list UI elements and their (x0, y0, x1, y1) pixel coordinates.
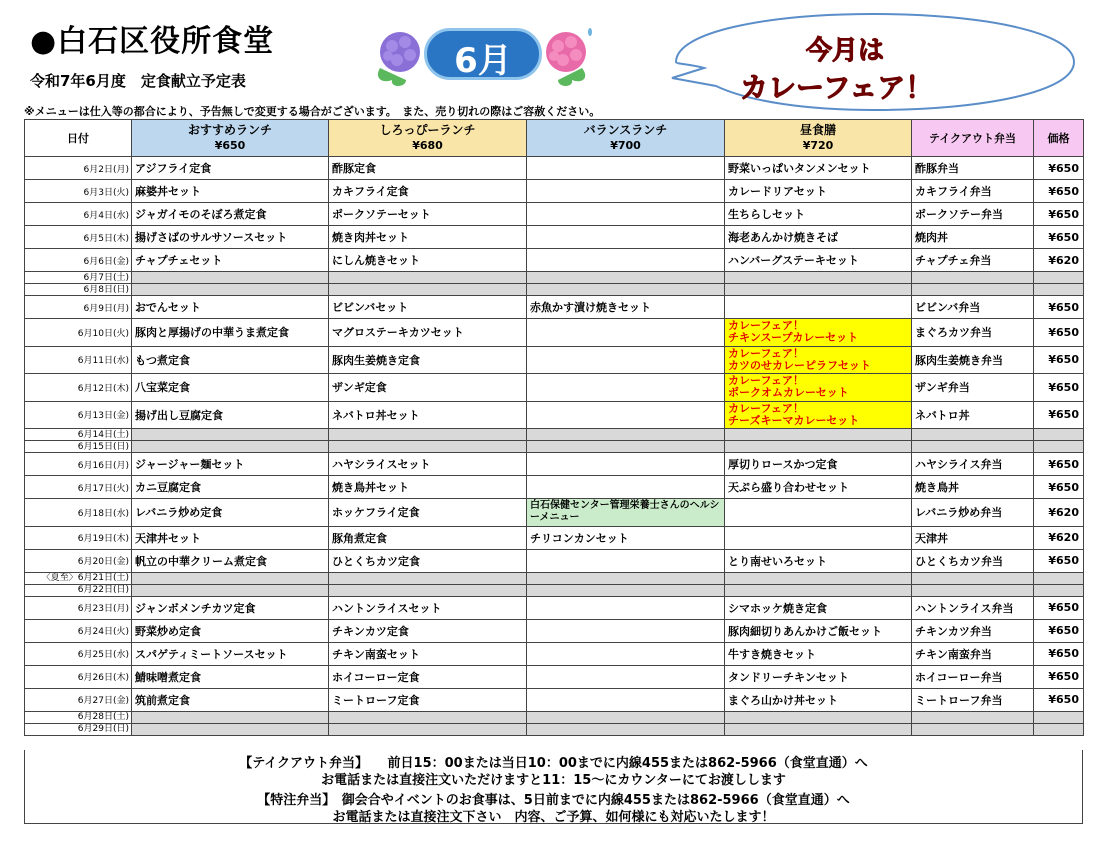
holiday-row (25, 429, 1084, 441)
empty-cell (912, 723, 1034, 735)
osusume-cell: カニ豆腐定食 (132, 476, 329, 499)
date-cell: 6月26日(木) (25, 665, 132, 688)
balance-cell (527, 688, 725, 711)
footer-special-line2: お電話または直接注文下さい 内容、ご予算、如何様にも対応いたします！ (332, 810, 775, 825)
hydrangea-icon (372, 22, 428, 88)
date-cell: 6月15日(日) (25, 441, 132, 453)
price-cell: ¥650 (1034, 319, 1084, 347)
price-cell: ¥650 (1034, 453, 1084, 476)
takeout-cell: カキフライ弁当 (912, 180, 1034, 203)
month-pill (424, 28, 542, 80)
shiroppi-cell: ハントンライスセット (329, 596, 527, 619)
date-cell: 6月7日(土) (25, 272, 132, 284)
month-label: 6月 (454, 41, 512, 81)
table-row (25, 203, 1084, 226)
hiruzen-cell: 豚肉細切りあんかけご飯セット (725, 619, 912, 642)
shiroppi-cell: ザンギ定食 (329, 374, 527, 402)
col-header-name: しろっぴーランチ (379, 123, 476, 137)
empty-cell (132, 272, 329, 284)
takeout-cell: 焼き鳥丼 (912, 476, 1034, 499)
takeout-cell: 酢豚弁当 (912, 157, 1034, 180)
empty-cell (1034, 441, 1084, 453)
hiruzen-cell: 厚切りロースかつ定食 (725, 453, 912, 476)
hiruzen-cell-curry-fair (725, 346, 912, 374)
hiruzen-cell: 海老あんかけ焼きそば (725, 226, 912, 249)
osusume-cell: もつ煮定食 (132, 346, 329, 374)
date-cell: 6月9日(月) (25, 296, 132, 319)
footer-takeout-line1: 【テイクアウト弁当】 前日15：00または当日10：00までに内線455または862-5966（食堂直通）へ (239, 756, 868, 771)
table-row (25, 319, 1084, 347)
balance-cell (527, 226, 725, 249)
date-cell: 〈夏至〉6月21日(土) (25, 572, 132, 584)
table-row (25, 249, 1084, 272)
osusume-cell: スパゲティミートソースセット (132, 642, 329, 665)
hiruzen-cell: カレードリアセット (725, 180, 912, 203)
shiroppi-cell: 焼き鳥丼セット (329, 476, 527, 499)
bubble-text-line2: カレーフェア！ (740, 71, 934, 104)
empty-cell (132, 584, 329, 596)
empty-cell (912, 429, 1034, 441)
shiroppi-cell: チキンカツ定食 (329, 619, 527, 642)
balance-cell (527, 476, 725, 499)
hiruzen-cell: ハンバーグステーキセット (725, 249, 912, 272)
empty-cell (527, 723, 725, 735)
empty-cell (912, 272, 1034, 284)
empty-cell (329, 572, 527, 584)
shiroppi-cell: 豚肉生姜焼き定食 (329, 346, 527, 374)
shiroppi-cell: ホッケフライ定食 (329, 499, 527, 527)
empty-cell (725, 711, 912, 723)
table-row (25, 499, 1084, 527)
empty-cell (725, 441, 912, 453)
empty-cell (132, 429, 329, 441)
osusume-cell: 筑前煮定食 (132, 688, 329, 711)
takeout-cell: チキン南蛮弁当 (912, 642, 1034, 665)
price-cell: ¥620 (1034, 499, 1084, 527)
speech-bubble (668, 8, 1080, 116)
takeout-cell: ネバトロ丼 (912, 401, 1034, 429)
balance-cell (527, 665, 725, 688)
shiroppi-cell: ポークソテーセット (329, 203, 527, 226)
empty-cell (527, 711, 725, 723)
balance-cell (527, 203, 725, 226)
col-header-date: 日付 (25, 120, 132, 157)
date-cell: 6月3日(火) (25, 180, 132, 203)
holiday-row (25, 584, 1084, 596)
date-cell: 6月2日(月) (25, 157, 132, 180)
col-header-balance (527, 120, 725, 157)
takeout-cell: 焼肉丼 (912, 226, 1034, 249)
col-header-price: ¥720 (802, 139, 834, 152)
date-cell: 6月23日(月) (25, 596, 132, 619)
empty-cell (1034, 284, 1084, 296)
table-row (25, 226, 1084, 249)
bubble-text-line1: 今月は (806, 36, 885, 66)
shiroppi-cell: 酢豚定食 (329, 157, 527, 180)
footer-takeout-line2: お電話または直接注文いただけますと11：15～にカウンターにてお渡しします (321, 773, 786, 788)
takeout-cell: 天津丼 (912, 526, 1034, 549)
osusume-cell: ジャージャー麺セット (132, 453, 329, 476)
shiroppi-cell: ハヤシライスセット (329, 453, 527, 476)
empty-cell (1034, 272, 1084, 284)
balance-cell (527, 346, 725, 374)
takeout-cell: チャプチェ弁当 (912, 249, 1034, 272)
empty-cell (1034, 584, 1084, 596)
price-cell: ¥650 (1034, 157, 1084, 180)
curry-fair-dish: チーズキーマカレーセット (728, 413, 860, 427)
empty-cell (725, 584, 912, 596)
date-cell: 6月12日(木) (25, 374, 132, 402)
balance-cell (527, 401, 725, 429)
shiroppi-cell: にしん焼きセット (329, 249, 527, 272)
shiroppi-cell: ホイコーロー定食 (329, 665, 527, 688)
shiroppi-cell: ビビンバセット (329, 296, 527, 319)
empty-cell (912, 284, 1034, 296)
price-cell: ¥620 (1034, 526, 1084, 549)
date-cell: 6月6日(金) (25, 249, 132, 272)
price-cell: ¥650 (1034, 296, 1084, 319)
price-cell: ¥650 (1034, 619, 1084, 642)
balance-cell (527, 619, 725, 642)
shiroppi-cell: マグロステーキカツセット (329, 319, 527, 347)
shiroppi-cell: ミートローフ定食 (329, 688, 527, 711)
page-title: ●白石区役所食堂 (30, 24, 275, 59)
takeout-cell: 豚肉生姜焼き弁当 (912, 346, 1034, 374)
col-header-price: ¥650 (214, 139, 246, 152)
date-cell: 6月17日(火) (25, 476, 132, 499)
price-cell: ¥650 (1034, 476, 1084, 499)
empty-cell (329, 272, 527, 284)
empty-cell (912, 441, 1034, 453)
empty-cell (725, 284, 912, 296)
hiruzen-cell (725, 526, 912, 549)
curry-fair-label: カレーフェア！ (728, 401, 804, 415)
table-row (25, 157, 1084, 180)
menu-table (24, 119, 1084, 736)
hiruzen-cell: 牛すき焼きセット (725, 642, 912, 665)
empty-cell (132, 572, 329, 584)
date-cell: 6月10日(火) (25, 319, 132, 347)
osusume-cell: ジャガイモのそぼろ煮定食 (132, 203, 329, 226)
empty-cell (329, 284, 527, 296)
price-cell: ¥650 (1034, 665, 1084, 688)
table-row (25, 346, 1084, 374)
hiruzen-cell (725, 296, 912, 319)
date-cell: 6月11日(水) (25, 346, 132, 374)
table-row (25, 642, 1084, 665)
empty-cell (132, 284, 329, 296)
date-cell: 6月18日(水) (25, 499, 132, 527)
empty-cell (132, 441, 329, 453)
empty-cell (912, 711, 1034, 723)
price-cell: ¥650 (1034, 642, 1084, 665)
balance-cell: 赤魚かす漬け焼きセット (527, 296, 725, 319)
hydrangea-icon (536, 22, 594, 88)
hiruzen-cell-curry-fair (725, 374, 912, 402)
date-cell: 6月4日(水) (25, 203, 132, 226)
empty-cell (527, 441, 725, 453)
balance-cell (527, 249, 725, 272)
holiday-row (25, 284, 1084, 296)
empty-cell (1034, 429, 1084, 441)
osusume-cell: チャプチェセット (132, 249, 329, 272)
hiruzen-cell: 生ちらしセット (725, 203, 912, 226)
takeout-cell: ポークソテー弁当 (912, 203, 1034, 226)
osusume-cell: おでんセット (132, 296, 329, 319)
empty-cell (329, 441, 527, 453)
holiday-row (25, 272, 1084, 284)
price-cell: ¥650 (1034, 374, 1084, 402)
col-header-hiruzen (725, 120, 912, 157)
curry-fair-dish: カツのせカレーピラフセット (728, 358, 871, 372)
date-cell: 6月28日(土) (25, 711, 132, 723)
hiruzen-cell-curry-fair (725, 319, 912, 347)
empty-cell (329, 711, 527, 723)
curry-fair-label: カレーフェア！ (728, 346, 804, 360)
holiday-row (25, 711, 1084, 723)
takeout-cell: ひとくちカツ弁当 (912, 549, 1034, 572)
osusume-cell: 八宝菜定食 (132, 374, 329, 402)
takeout-cell: ホイコーロー弁当 (912, 665, 1034, 688)
table-row (25, 453, 1084, 476)
empty-cell (725, 572, 912, 584)
empty-cell (527, 272, 725, 284)
osusume-cell: 鯖味噌煮定食 (132, 665, 329, 688)
empty-cell (132, 711, 329, 723)
col-header-price: ¥700 (610, 139, 641, 152)
shiroppi-cell: ひとくちカツ定食 (329, 549, 527, 572)
empty-cell (725, 429, 912, 441)
date-cell: 6月25日(水) (25, 642, 132, 665)
empty-cell (527, 584, 725, 596)
date-cell: 6月19日(木) (25, 526, 132, 549)
shiroppi-cell: 焼き肉丼セット (329, 226, 527, 249)
price-cell: ¥650 (1034, 596, 1084, 619)
empty-cell (329, 584, 527, 596)
date-cell: 6月20日(金) (25, 549, 132, 572)
takeout-cell: ハヤシライス弁当 (912, 453, 1034, 476)
col-header-osusume (132, 120, 329, 157)
shiroppi-cell: ネバトロ丼セット (329, 401, 527, 429)
osusume-cell: レバニラ炒め定食 (132, 499, 329, 527)
balance-cell (527, 596, 725, 619)
balance-cell (527, 180, 725, 203)
shiroppi-cell: カキフライ定食 (329, 180, 527, 203)
col-header-shiroppi (329, 120, 527, 157)
col-header-name: バランスランチ (583, 123, 668, 137)
empty-cell (1034, 723, 1084, 735)
holiday-row (25, 723, 1084, 735)
osusume-cell: 帆立の中華クリーム煮定食 (132, 549, 329, 572)
table-row (25, 619, 1084, 642)
curry-fair-label: カレーフェア！ (728, 319, 804, 333)
balance-cell-health-menu: 白石保健センター管理栄養士さんのヘルシーメニュー (527, 499, 725, 527)
table-row (25, 688, 1084, 711)
footer-special-line1: 【特注弁当】 御会合やイベントのお食事は、5日前までに内線455または862-5966（食堂直通）へ (257, 793, 850, 808)
osusume-cell: ジャンボメンチカツ定食 (132, 596, 329, 619)
takeout-cell: ビビンバ弁当 (912, 296, 1034, 319)
curry-fair-label: カレーフェア！ (728, 374, 804, 388)
hiruzen-cell: タンドリーチキンセット (725, 665, 912, 688)
price-cell: ¥650 (1034, 549, 1084, 572)
hiruzen-cell: まぐろ山かけ丼セット (725, 688, 912, 711)
empty-cell (725, 723, 912, 735)
hiruzen-cell: 野菜いっぱいタンメンセット (725, 157, 912, 180)
table-row (25, 374, 1084, 402)
table-row (25, 596, 1084, 619)
osusume-cell: 麻婆丼セット (132, 180, 329, 203)
empty-cell (912, 584, 1034, 596)
takeout-cell: ザンギ弁当 (912, 374, 1034, 402)
shiroppi-cell: チキン南蛮セット (329, 642, 527, 665)
balance-cell (527, 319, 725, 347)
date-cell: 6月29日(日) (25, 723, 132, 735)
empty-cell (527, 572, 725, 584)
price-cell: ¥650 (1034, 203, 1084, 226)
col-header-price-column: 価格 (1034, 120, 1084, 157)
takeout-cell: ハントンライス弁当 (912, 596, 1034, 619)
menu-subtitle: 令和7年6月度 定食献立予定表 (30, 72, 246, 90)
balance-cell (527, 453, 725, 476)
empty-cell (1034, 711, 1084, 723)
holiday-row (25, 572, 1084, 584)
price-cell: ¥620 (1034, 249, 1084, 272)
hiruzen-cell (725, 499, 912, 527)
empty-cell (329, 723, 527, 735)
price-cell: ¥650 (1034, 346, 1084, 374)
menu-table-body (25, 157, 1084, 736)
osusume-cell: 豚肉と厚揚げの中華うま煮定食 (132, 319, 329, 347)
date-cell: 6月13日(金) (25, 401, 132, 429)
col-header-takeout: テイクアウト弁当 (912, 120, 1034, 157)
curry-fair-dish: ポークオムカレーセット (728, 386, 849, 400)
shiroppi-cell: 豚角煮定食 (329, 526, 527, 549)
balance-cell: チリコンカンセット (527, 526, 725, 549)
empty-cell (1034, 572, 1084, 584)
osusume-cell: アジフライ定食 (132, 157, 329, 180)
table-row (25, 549, 1084, 572)
date-cell: 6月8日(日) (25, 284, 132, 296)
osusume-cell: 野菜炒め定食 (132, 619, 329, 642)
col-header-name: 昼食膳 (799, 123, 836, 137)
menu-notice: ※メニューは仕入等の都合により、予告無しで変更する場合がございます。 また、売り切れの際はご容赦ください。 (24, 105, 601, 118)
osusume-cell: 天津丼セット (132, 526, 329, 549)
month-badge (372, 22, 594, 88)
holiday-row (25, 441, 1084, 453)
order-info-footer (24, 750, 1083, 824)
hiruzen-cell: 天ぷら盛り合わせセット (725, 476, 912, 499)
table-row (25, 526, 1084, 549)
table-row (25, 401, 1084, 429)
date-cell: 6月14日(土) (25, 429, 132, 441)
curry-fair-dish: チキンスープカレーセット (728, 331, 859, 345)
hiruzen-cell: シマホッケ焼き定食 (725, 596, 912, 619)
date-cell: 6月22日(日) (25, 584, 132, 596)
date-cell: 6月5日(木) (25, 226, 132, 249)
table-row (25, 476, 1084, 499)
takeout-cell: チキンカツ弁当 (912, 619, 1034, 642)
empty-cell (527, 429, 725, 441)
balance-cell (527, 374, 725, 402)
table-row (25, 180, 1084, 203)
osusume-cell: 揚げ出し豆腐定食 (132, 401, 329, 429)
takeout-cell: ミートローフ弁当 (912, 688, 1034, 711)
empty-cell (912, 572, 1034, 584)
col-header-name: おすすめランチ (187, 123, 273, 137)
date-cell: 6月27日(金) (25, 688, 132, 711)
osusume-cell: 揚げさばのサルサソースセット (132, 226, 329, 249)
col-header-price: ¥680 (412, 139, 443, 152)
balance-cell (527, 549, 725, 572)
price-cell: ¥650 (1034, 688, 1084, 711)
hiruzen-cell: とり南せいろセット (725, 549, 912, 572)
balance-cell (527, 642, 725, 665)
hiruzen-cell-curry-fair (725, 401, 912, 429)
empty-cell (329, 429, 527, 441)
empty-cell (527, 284, 725, 296)
table-row (25, 296, 1084, 319)
takeout-cell: レバニラ炒め弁当 (912, 499, 1034, 527)
table-header-row (25, 120, 1084, 157)
price-cell: ¥650 (1034, 226, 1084, 249)
price-cell: ¥650 (1034, 180, 1084, 203)
empty-cell (725, 272, 912, 284)
takeout-cell: まぐろカツ弁当 (912, 319, 1034, 347)
date-cell: 6月24日(火) (25, 619, 132, 642)
empty-cell (132, 723, 329, 735)
date-cell: 6月16日(月) (25, 453, 132, 476)
price-cell: ¥650 (1034, 401, 1084, 429)
table-row (25, 665, 1084, 688)
balance-cell (527, 157, 725, 180)
